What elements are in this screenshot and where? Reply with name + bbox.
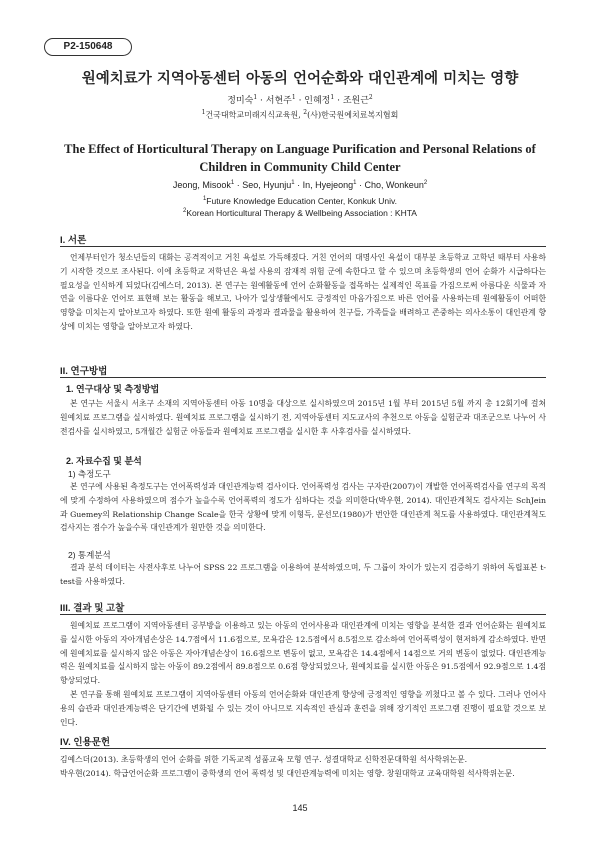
author-name: 조원근 <box>342 96 369 106</box>
author-sup: 1 <box>253 94 258 101</box>
author-sup: 2 <box>423 180 428 186</box>
english-affiliation-1 <box>0 196 600 206</box>
affil-sup: 2 <box>183 208 187 215</box>
affil-text: Future Knowledge Education Center, Konkuk Univ. <box>206 196 398 206</box>
section-heading-results: III. 결과 및 고찰 <box>60 603 125 614</box>
korean-affiliations <box>0 109 600 121</box>
subsection-title-data: 2. 자료수집 및 분석 <box>66 456 142 466</box>
section-divider <box>60 748 546 749</box>
page-number: 145 <box>292 803 308 813</box>
results-paragraph-2: 본 연구를 통해 원예치료 프로그램이 지역아동센터 아동의 언어순화와 대인관계 향상에 긍정적인 영향을 끼쳤다고 볼 수 있다. 그러나 언어사용의 습관과 대인관계능력은 단기간에 변화될 수 있는 것이 아니므로 지속적인 관심과 훈련을 위해 장기적인 프로그램 진행이 필요할 것으로 보인다. <box>60 690 546 727</box>
author-name: 서현주 <box>265 96 292 106</box>
reference-item: 김예스더(2013). 초등학생의 언어 순화를 위한 기독교적 성품교육 모형 연구. 성결대학교 신학전문대학원 석사학위논문. <box>60 755 468 764</box>
subsection-title-subjects: 1. 연구대상 및 측정방법 <box>66 384 160 394</box>
paper-id-badge: P2-150648 <box>44 38 132 56</box>
author-name: 인혜정 <box>304 96 331 106</box>
section-divider <box>60 614 546 615</box>
author-sup: 1 <box>353 180 357 186</box>
section-heading-method: II. 연구방법 <box>60 366 108 377</box>
korean-title: 원예치료가 지역아동센터 아동의 언어순화와 대인관계에 미치는 영향 <box>81 70 519 87</box>
author-name: In, Hyejeong <box>302 180 354 190</box>
affil-text: Korean Horticultural Therapy & Wellbeing Association : KHTA <box>186 208 417 218</box>
korean-authors: 정미숙$^1$ · 서현주$^1$ · 인혜정$^1$ · 조원근$^2$ <box>227 94 373 106</box>
statistics-paragraph: 결과 분석 데이터는 사전사후로 나누어 SPSS 22 프로그램을 이용하여 분석하였으며, 두 그룹이 차이가 있는지 검증하기 위하여 독립표본 t-test를 사용하였다. <box>60 563 546 586</box>
affil-text: (사)한국원예치료복지협회 <box>307 110 399 120</box>
author-sup: 1 <box>291 94 296 101</box>
affil-text: 건국대학교미래지식교육원, <box>205 110 301 120</box>
instrument-paragraph: 본 연구에 사용된 측정도구는 언어폭력성과 대인관계능력 검사이다. 언어폭력성 검사는 구자관(2007)이 개발한 언어폭력검사를 연구의 목적에 맞게 수정하여 사용하였으며 점수가 높을수록 언어폭력의 정도가 심하다는 것을 의미한다(박우현, 2014). 대인관계척도 검사지는 SchJein과 Guemey의 Relationship Change Scale을 한국 상황에 맞게 이형득, 문선모(1980)가 번안한 대인관계 척도를 사용하였다. 대인관계척도 검사지는 점수가 높을수록 대인관계가 원만한 것을 의미한다. <box>60 482 546 533</box>
item-title-instrument: 1) 측정도구 <box>68 469 111 479</box>
author-sup: 1 <box>330 94 335 101</box>
section-divider <box>60 246 546 247</box>
english-title: The Effect of Horticultural Therapy on Language Purification and Personal Relations of Children in Community Child Center <box>64 142 536 174</box>
english-affiliation-2 <box>0 208 600 218</box>
author-name: 정미숙 <box>227 96 254 106</box>
author-sup: 1 <box>291 180 295 186</box>
results-paragraph: 원예치료 프로그램이 지역아동센터 공부방을 이용하고 있는 아동의 언어사용과 대인관계에 미치는 영향을 분석한 결과 언어순화는 원예치료를 실시한 아동의 자아개념손상은 14.7점에서 11.6점으로, 모욕감은 12.5점에서 8.5점으로 감소하여 언어폭력성이 현저하게 감소하였다. 반면에 원예치료를 실시하지 않은 아동은 자아개념손상이 16.6점으로 변동이 없고, 모욕감은 14.4점에서 14점으로 거의 변동이 없었다. 대인관계능력은 원예치료를 실시하지 않는 아동이 89.2점에서 89.8점으로 0.6점 향상되었으나, 원예치료를 실시한 아동은 91.5점에서 92.9점으로 1.4점 향상되었다. <box>60 621 546 686</box>
affil-sup: 2 <box>303 109 308 116</box>
author-sup: 2 <box>368 94 373 101</box>
section-divider <box>60 377 546 378</box>
english-authors: Jeong, Misook$^1$ · Seo, Hyunju$^1$ · In, Hyejeong$^1$ · Cho, Wonkeun$^2$ <box>172 180 428 190</box>
reference-item: 박우현(2014). 학급언어순화 프로그램이 중학생의 언어 폭력성 및 대인관계능력에 미치는 영향. 창원대학교 교육대학원 석사학위논문. <box>60 769 515 778</box>
affil-sup: 1 <box>202 196 207 203</box>
author-name: Jeong, Misook <box>172 180 231 190</box>
section-heading-intro: I. 서론 <box>60 235 87 246</box>
author-sup: 1 <box>230 180 235 186</box>
affil-sup: 1 <box>201 109 206 116</box>
item-title-statistics: 2) 통계분석 <box>68 550 111 560</box>
subjects-paragraph: 본 연구는 서울시 서초구 소재의 지역아동센터 아동 10명을 대상으로 실시하였으며 2015년 1월 부터 2015년 5월 까지 총 12회기에 걸쳐 원예치료 프로그램을 실시하였다. 원예치료 프로그램을 실시하기 전, 지역아동센터 지도교사의 추천으로 아동을 실험군과 대조군으로 나누어 사전검사를 실시하였고, 5개월간 실험군 아동들과 원예치료 프로그램을 실시한 후 사후검사를 실시하였다. <box>60 399 546 436</box>
author-name: Cho, Wonkeun <box>364 180 424 190</box>
author-name: Seo, Hyunju <box>242 180 292 190</box>
intro-paragraph: 언제부터인가 청소년들의 대화는 공격적이고 거친 욕설로 가득해졌다. 거친 언어의 대명사인 욕설이 대부분 초등학교 고학년 때부터 사용하기 시작한 것으로 조사된다. 이에 초등학교 저학년은 욕설 사용의 잠재적 위험 군에 속한다고 할 수 있으며 초등학생의 언어 순화가 시급하다는 필요성을 인식하게 되었다(김예스더, 2013). 본 연구는 원예활동에 언어 순화활동을 접목하는 실제적인 목표를 가짐으로써 아름다운 식물과 자연을 이름다운 언어로 표현해 보는 활동을 해보고, 나아가 일상생활에서도 긍정적인 마음가짐으로 바른 언어를 사용하는데 원예활동이 어떠한 영향을 미치는지 알아보고자 하였다. 또한 원예 활동의 과정과 결과물을 활용하여 친구들, 가족들을 배려하고 존중하는 의사소통이 대인관계 향상에 미치는 영향을 알아보고자 하였다. <box>60 253 546 331</box>
section-heading-references: IV. 인용문헌 <box>60 737 111 748</box>
